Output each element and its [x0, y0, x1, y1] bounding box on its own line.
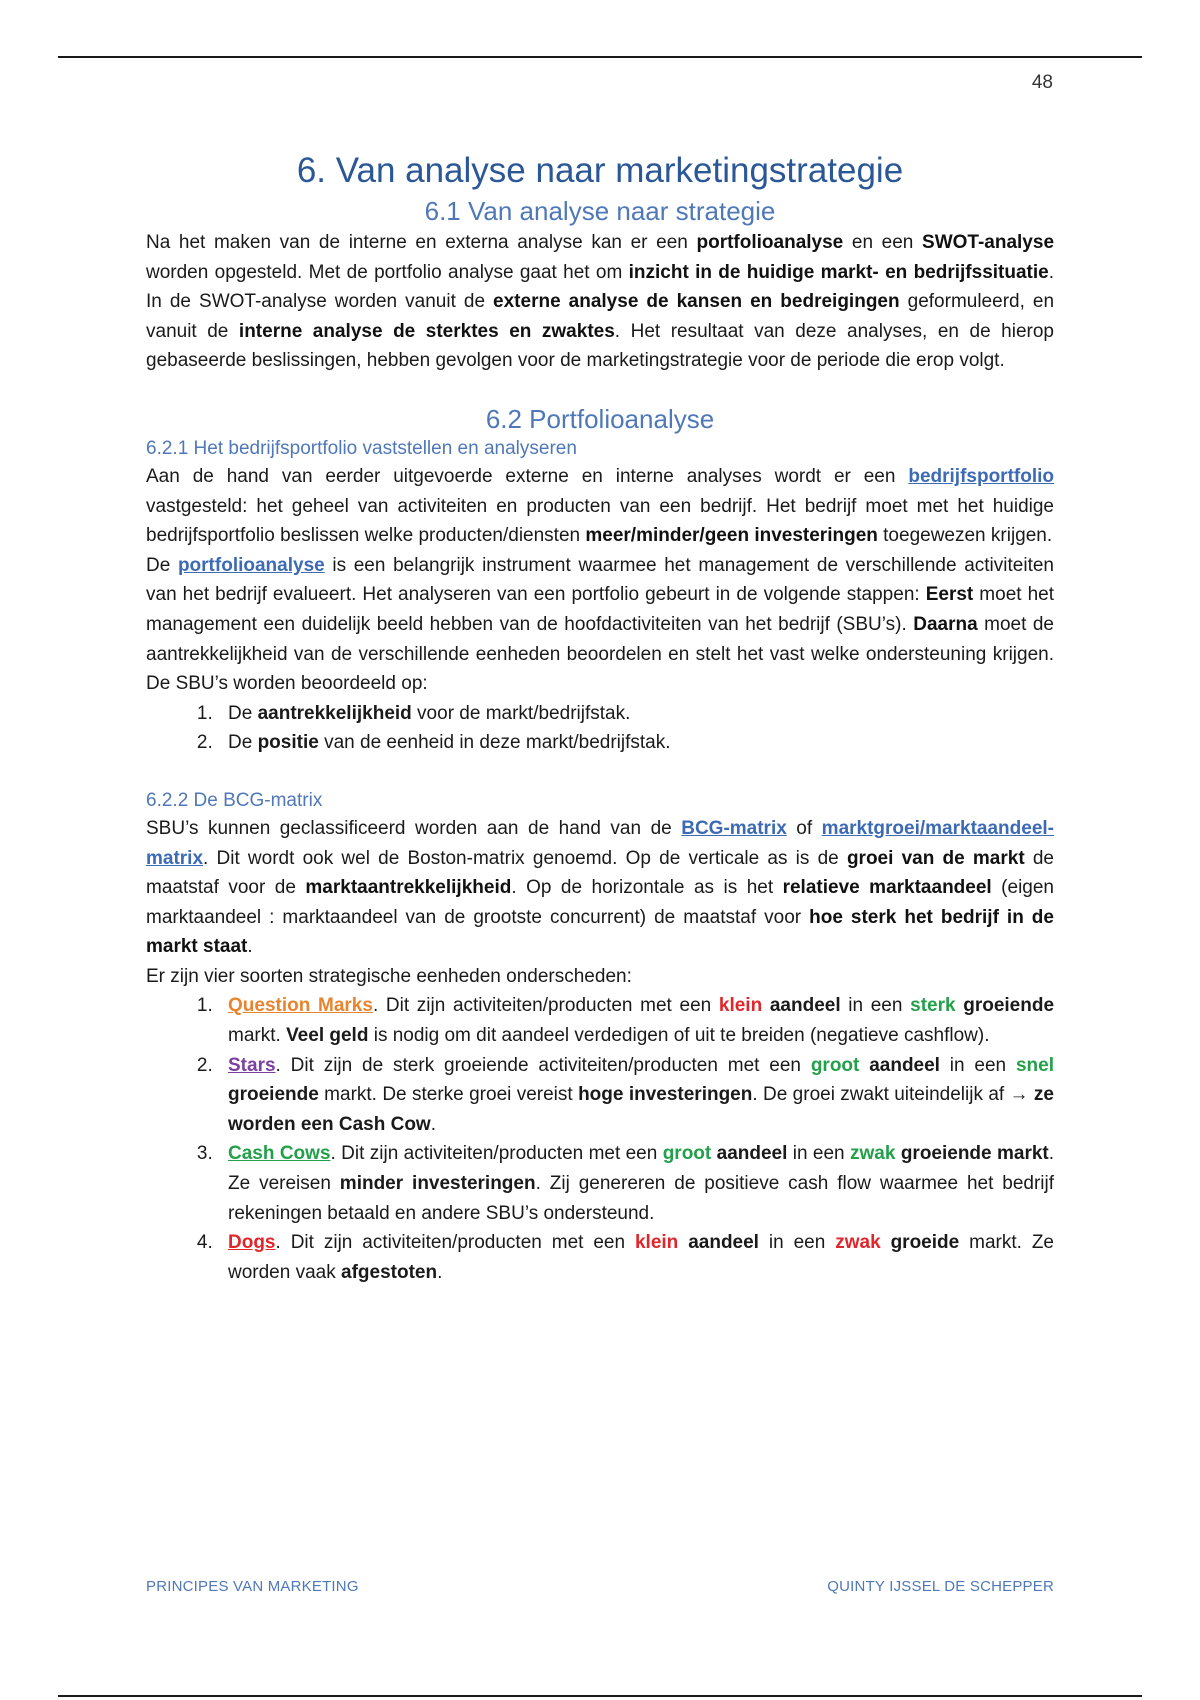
page-content [146, 148, 1054, 1287]
list-item: 1. De aantrekkelijkheid voor de markt/bedrijfstak. [218, 699, 1054, 729]
list-item-stars: 2. Stars. Dit zijn de sterk groeiende activiteiten/producten met een groot aandeel in een snel groeiende markt. De sterke groei vereist hoge investeringen. De groei zwakt uiteindelijk af → ze worden een Cash Cow. [218, 1051, 1054, 1140]
paragraph-portfolio: Aan de hand van eerder uitgevoerde externe en interne analyses wordt er een bedrijfsportfolio vastgesteld: het geheel van activiteiten en producten van een bedrijf. Het bedrijf moet met het huidige bedrijfsportfolio beslissen welke producten/diensten meer/minder/geen investeringen toegewezen krijgen. [146, 465, 1054, 547]
assessment-list [146, 699, 1054, 758]
bedrijfsportfolio-link[interactable]: bedrijfsportfolio [908, 465, 1054, 487]
portfolioanalyse-link[interactable]: portfolioanalyse [177, 554, 325, 576]
list-item-question-marks: 1. Question Marks. Dit zijn activiteiten/producten met een klein aandeel in een sterk groeiende markt. Veel geld is nodig om dit aandeel verdedigen of uit te breiden (negatieve cashflow). [218, 991, 1054, 1050]
list-item-cash-cows: 3. Cash Cows. Dit zijn activiteiten/producten met een groot aandeel in een zwak groeiende markt. Ze vereisen minder investeringen. Zij genereren de positieve cash flow waarmee het bedrijf rekeningen betaald en andere SBU’s ondersteund. [218, 1139, 1054, 1228]
top-rule [58, 56, 1142, 58]
paragraph-bcg: SBU’s kunnen geclassificeerd worden aan de hand van de BCG-matrix of marktgroei/marktaandeel-matrix. Dit wordt ook wel de Boston-matrix genoemd. Op de verticale as is de groei van de markt de maatstaf voor de marktaantrekkelijkheid. Op de horizontale as is het relatieve marktaandeel (eigen marktaandeel : marktaandeel van de grootste concurrent) de maatstaf voor hoe sterk het bedrijf in de markt staat. Er zijn vier soorten strategische eenheden onderscheden: [146, 817, 1054, 987]
cash-cows-link[interactable]: Cash Cows [228, 1143, 331, 1165]
question-marks-link[interactable]: Question Marks [228, 995, 373, 1017]
paragraph-portfolioanalyse: De portfolioanalyse is een belangrijk instrument waarmee het management de verschillende activiteiten van het bedrijf evalueert. Het analyseren van een portfolio gebeurt in de volgende stappen: Eerst moet het management een duidelijk beeld hebben van de hoofdactiviteiten van het bedrijf (SBU’s). Daarna moet de aantrekkelijkheid van de verschillende eenheden beoordelen en stelt het vast welke ondersteuning krijgen. De SBU’s worden beoordeeld op: [146, 554, 1055, 695]
footer-author: QUINTY IJSSEL DE SCHEPPER [827, 1578, 1054, 1595]
subsection-6-2-1-title: 6.2.1 Het bedrijfsportfolio vaststellen en analyseren [146, 437, 577, 459]
chapter-title: 6. Van analyse naar marketingstrategie [296, 151, 904, 190]
stars-link[interactable]: Stars [228, 1054, 276, 1076]
paragraph-intro: Na het maken van de interne en externa analyse kan er een portfolioanalyse en een SWOT-analyse worden opgesteld. Met de portfolio analyse gaat het om inzicht in de huidige markt- en bedrijfssituatie. In de SWOT-analyse worden vanuit de externe analyse de kansen en bedreigingen geformuleerd, en vanuit de interne analyse de sterktes en zwaktes. Het resultaat van deze analyses, en de hierop gebaseerde beslissingen, hebben gevolgen voor de marketingstrategie voor de periode die erop volgt. [146, 232, 1055, 372]
list-item: 2. De positie van de eenheid in deze markt/bedrijfstak. [218, 728, 1054, 758]
bcg-matrix-link[interactable]: BCG-matrix [681, 817, 787, 839]
section-6-2-title: 6.2 Portfolioanalyse [485, 403, 715, 434]
footer-course-title: PRINCIPES VAN MARKETING [146, 1578, 359, 1595]
dogs-link[interactable]: Dogs [228, 1232, 276, 1254]
arrow-right-icon: → [1009, 1084, 1029, 1106]
list-item-dogs: 4. Dogs. Dit zijn activiteiten/producten met een klein aandeel in een zwak groeide markt. Ze worden vaak afgestoten. [218, 1228, 1054, 1287]
page-number: 48 [1031, 72, 1053, 93]
bcg-categories-list [146, 991, 1054, 1287]
marktgroei-matrix-link[interactable]: marktgroei/marktaandeel-matrix [146, 817, 1054, 869]
subsection-6-2-2-title: 6.2.2 De BCG-matrix [146, 789, 323, 811]
section-6-1-title: 6.1 Van analyse naar strategie [424, 196, 776, 226]
bottom-rule [58, 1695, 1142, 1697]
